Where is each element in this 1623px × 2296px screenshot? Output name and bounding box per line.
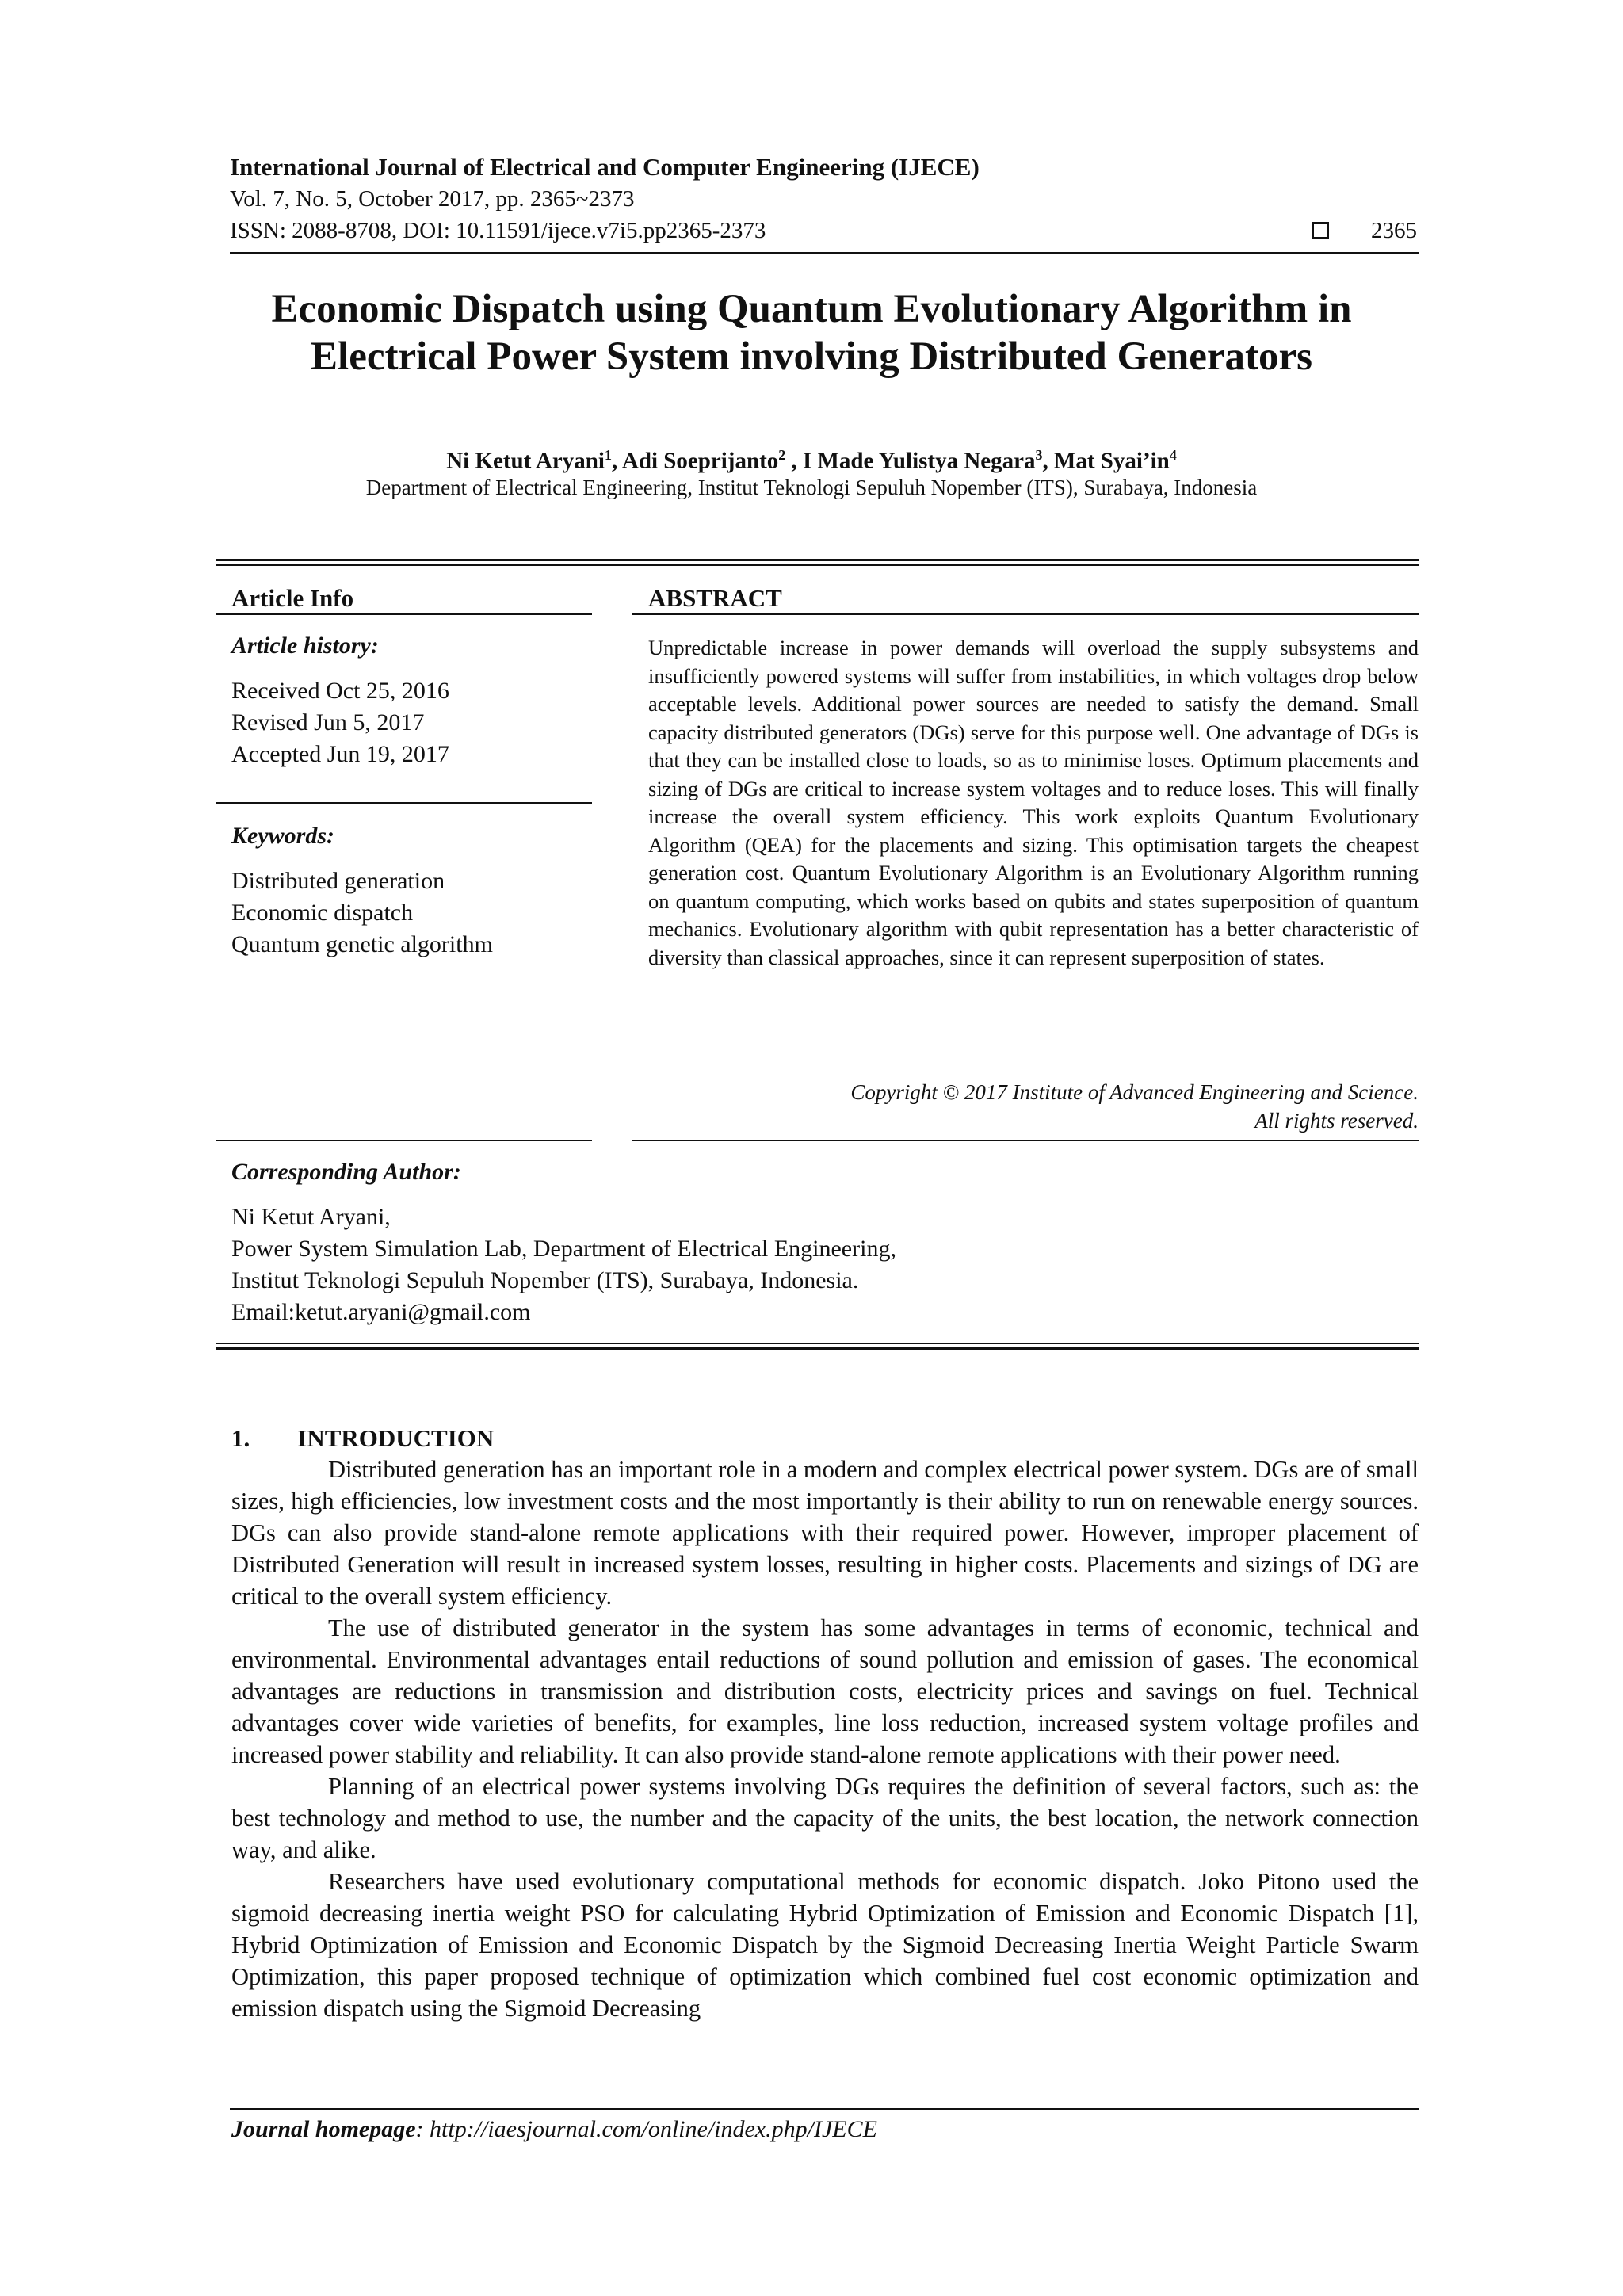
article-history-heading: Article history: (231, 632, 379, 659)
introduction-body (231, 1454, 1419, 2024)
paragraph: Planning of an electrical power systems involving DGs requires the definition of several factors, such as: the best technology and method to use, the number and the capacity of the units, the best location, the network connection way, and alike. (231, 1773, 1419, 1863)
keyword-item: Distributed generation (231, 868, 445, 894)
paragraph: The use of distributed generator in the system has some advantages in terms of economic, technical and environmental. Environmental advantages entail reductions of sound pollution and emission of gases. The economical advantages are reductions in transmission and distribution costs, electricity prices and savings on fuel. Technical advantages cover wide varieties of benefits, for examples, line loss reduction, increased system voltage profiles and increased power stability and reliability. It can also provide stand-alone remote applications with their power need. (231, 1614, 1419, 1768)
received-date: Received Oct 25, 2016 (231, 678, 449, 704)
abstract-heading: ABSTRACT (648, 584, 782, 612)
corresponding-author-name: Ni Ketut Aryani, (231, 1204, 391, 1230)
journal-name: International Journal of Electrical and Computer Engineering (IJECE) (230, 153, 980, 181)
abstract-text: Unpredictable increase in power demands will overload the supply subsystems and insufficiently powered systems will suffer from instabilities, in which voltages drop below acceptable levels. Additional power sources are needed to satisfy the demand. Small capacity distributed generators (DGs) serve for this purpose well. One advantage of DGs is that they can be installed close to loads, so as to minimise loses. Optimum placements and sizing of DGs are critical to increase system voltages and to reduce loses. This will finally increase the overall system efficiency. This work exploits Quantum Evolutionary Algorithm (QEA) for the placements and sizing. This optimisation targets the cheapest generation cost. Quantum Evolutionary Algorithm is an Evolutionary Algorithm running on quantum computing, which works based on qubits and states superposition of quantum mechanics. Evolutionary algorithm with qubit representation has a better characteristic of diversity than classical approaches, since it can represent superposition of states. (648, 636, 1419, 969)
footer-rule (230, 2108, 1419, 2110)
revised-date: Revised Jun 5, 2017 (231, 709, 425, 735)
corresponding-author-email: Email:ketut.aryani@gmail.com (231, 1299, 531, 1325)
homepage-url[interactable]: : http://iaesjournal.com/online/index.php/IJECE (415, 2116, 877, 2142)
keywords-heading: Keywords: (231, 823, 334, 849)
author-affiliation: Department of Electrical Engineering, Institut Teknologi Sepuluh Nopember (ITS), Surabaya, Indonesia (365, 476, 1258, 499)
paragraph: Researchers have used evolutionary computational methods for economic dispatch. Joko Pitono used the sigmoid decreasing inertia weight PSO for calculating Hybrid Optimization of Emission and Economic Dispatch [1], Hybrid Optimization of Emission and Economic Dispatch by the Sigmoid Decreasing Inertia Weight Particle Swarm Optimization, this paper proposed technique of optimization which combined fuel cost economic optimization and emission dispatch using the Sigmoid Decreasing (231, 1868, 1419, 2022)
author-affiliation-mark: 3 (1035, 447, 1043, 463)
section-number: 1. (231, 1424, 250, 1452)
author-name: Adi Soeprijanto (621, 448, 779, 474)
title-line-2: Electrical Power System involving Distributed Generators (311, 334, 1312, 379)
info-rule-bottom (216, 1347, 1419, 1350)
paper-title (158, 285, 1465, 380)
corresponding-author-institute: Institut Teknologi Sepuluh Nopember (ITS), Surabaya, Indonesia. (231, 1267, 859, 1293)
info-rule-top (216, 559, 1419, 561)
paragraph: Distributed generation has an important role in a modern and complex electrical power system. DGs are of small sizes, high efficiencies, low investment costs and the most importantly is their ability to run on renewable energy sources. DGs can also provide stand-alone remote applications with their required power. However, improper placement of Distributed Generation will result in increased system losses, resulting in higher costs. Placements and sizings of DG are critical to the overall system efficiency. (231, 1456, 1419, 1610)
header-rule (230, 252, 1419, 254)
copyright-line: Copyright © 2017 Institute of Advanced Engineering and Science. (850, 1080, 1419, 1104)
author-list (158, 441, 1465, 476)
author-affiliation-mark: 1 (604, 447, 612, 463)
abstract-rule (632, 613, 1419, 615)
journal-homepage (231, 2115, 877, 2145)
accepted-date: Accepted Jun 19, 2017 (231, 741, 449, 767)
info-rule-bottom-thin (216, 1343, 1419, 1344)
author-name: Ni Ketut Aryani (446, 448, 605, 474)
author-affiliation-mark: 2 (778, 447, 786, 463)
author-name: Mat Syai’in (1054, 448, 1170, 474)
author-separator: , (1042, 448, 1054, 474)
title-line-1: Economic Dispatch using Quantum Evolutionary Algorithm in (271, 287, 1352, 331)
author-separator: , (611, 448, 622, 474)
corresponding-author-heading: Corresponding Author: (231, 1159, 461, 1185)
keyword-item: Quantum genetic algorithm (231, 931, 493, 957)
author-affiliation-mark: 4 (1169, 447, 1177, 463)
author-separator: , (785, 448, 804, 474)
journal-issn: ISSN: 2088-8708, DOI: 10.11591/ijece.v7i5.pp2365-2373 (230, 218, 766, 243)
page-number: 2365 (1371, 218, 1417, 243)
article-info-heading: Article Info (231, 584, 354, 612)
abstract-rule-bottom (632, 1140, 1419, 1141)
introduction-heading (231, 1423, 494, 1454)
author-name: I Made Yulistya Negara (803, 448, 1036, 474)
rights-line: All rights reserved. (1254, 1109, 1419, 1133)
corresponding-author-lab: Power System Simulation Lab, Department of Electrical Engineering, (231, 1236, 896, 1262)
homepage-label: Journal homepage (231, 2116, 416, 2142)
article-info-rule-bottom (216, 1140, 592, 1141)
info-rule-top-thin (216, 564, 1419, 566)
keyword-item: Economic dispatch (231, 900, 414, 926)
copyright-notice (648, 1078, 1419, 1135)
keywords-rule (216, 802, 592, 804)
article-info-rule (216, 613, 592, 615)
section-title: INTRODUCTION (297, 1424, 495, 1452)
journal-volume: Vol. 7, No. 5, October 2017, pp. 2365~2373 (230, 186, 635, 212)
checkbox-square-icon (1312, 222, 1329, 239)
